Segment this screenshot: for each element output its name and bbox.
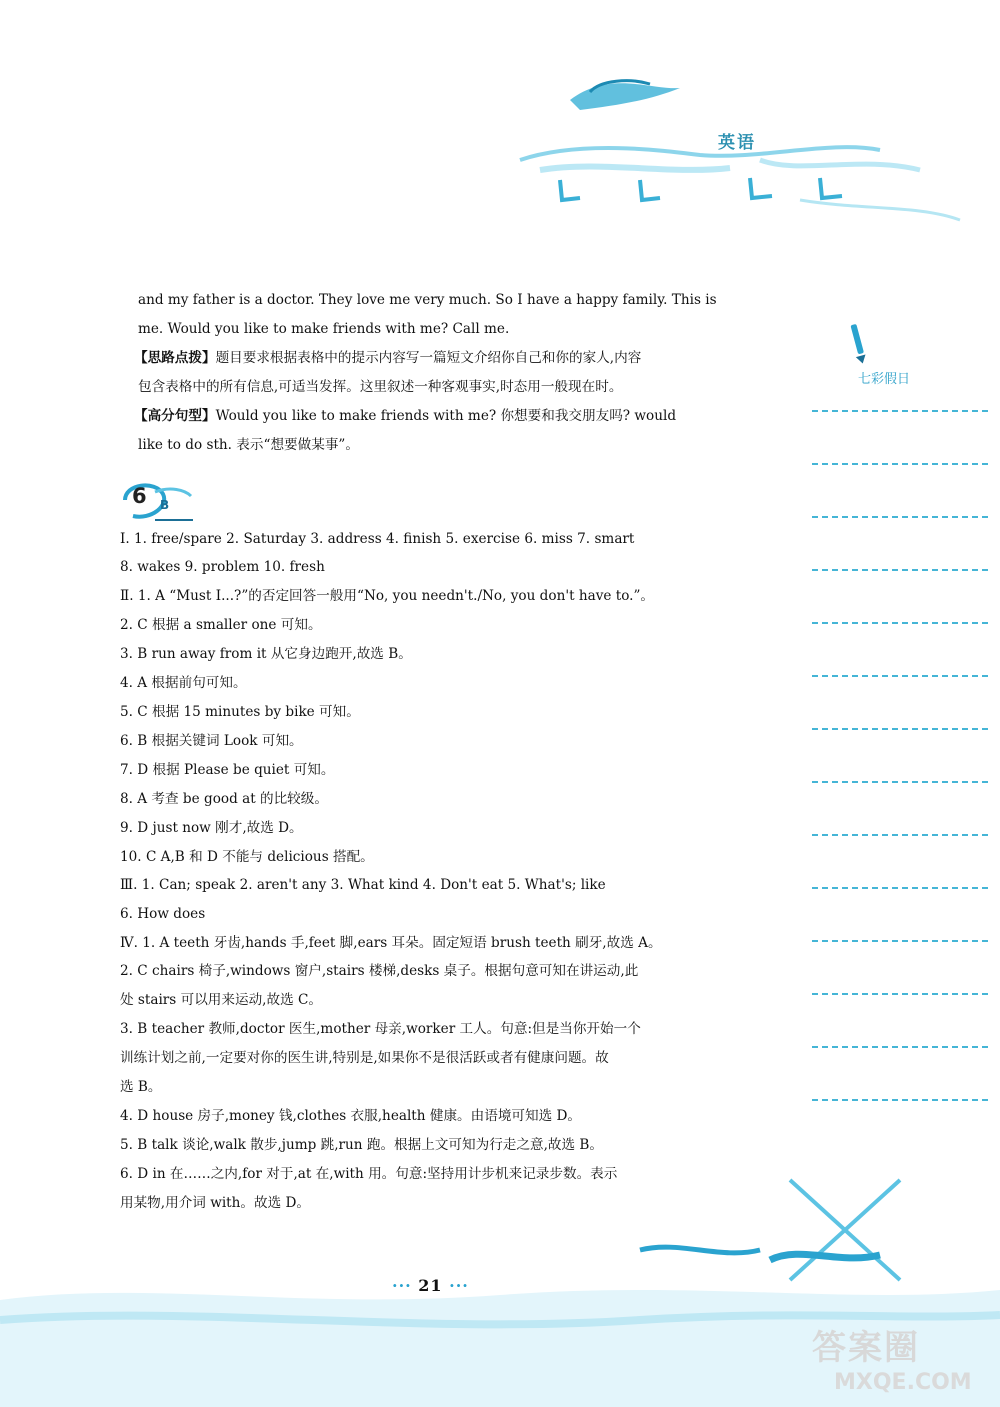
- answer-line: 8. A 考查 be good at 的比较级。: [120, 791, 328, 807]
- answer-line: 处 stairs 可以用来运动,故选 C。: [120, 992, 322, 1008]
- key-sentence-paragraph: [134, 406, 676, 426]
- answer-line: 6. D in 在……之内,for 对于,at 在,with 用。句意:坚持用计步机来记录步数。表示: [120, 1166, 618, 1182]
- answer-line: 5. B talk 谈论,walk 散步,jump 跳,run 跑。根据上文可知为行走之意,故选 B。: [120, 1137, 603, 1153]
- tip-text: 包含表格中的所有信息,可适当发挥。这里叙述一种客观事实,时态用一般现在时。: [138, 379, 623, 395]
- page-number: [392, 1276, 469, 1295]
- answer-line: 训练计划之前,一定要对你的医生讲,特别是,如果你不是很活跃或者有健康问题。故: [120, 1050, 609, 1066]
- pencil-icon: [838, 322, 878, 366]
- key-sentence-text: Would you like to make friends with me? 你想要和我交朋友吗? would: [215, 408, 677, 424]
- note-line: [812, 781, 988, 783]
- intro-line: and my father is a doctor. They love me very much. So I have a happy family. This is: [138, 292, 717, 308]
- answer-line: 3. B teacher 教师,doctor 医生,mother 母亲,worker 工人。句意:但是当你开始一个: [120, 1021, 641, 1037]
- answer-line: 9. D just now 刚才,故选 D。: [120, 820, 303, 836]
- tip-text: 题目要求根据表格中的提示内容写一篇短文介绍你自己和你的家人,内容: [215, 350, 642, 366]
- sidebar-label: 七彩假日: [858, 372, 911, 387]
- note-line: [812, 940, 988, 942]
- note-line: [812, 1046, 988, 1048]
- answer-line: 2. C chairs 椅子,windows 窗户,stairs 楼梯,desks 桌子。根据句意可知在讲运动,此: [120, 963, 639, 979]
- answer-line: Ⅳ. 1. A teeth 牙齿,hands 手,feet 脚,ears 耳朵。固定短语 brush teeth 刷牙,故选 A。: [120, 935, 662, 951]
- tip-paragraph: [134, 348, 641, 368]
- answer-line: 2. C 根据 a smaller one 可知。: [120, 617, 322, 633]
- note-line: [812, 463, 988, 465]
- note-line: [812, 728, 988, 730]
- note-line: [812, 675, 988, 677]
- answer-line: 6. B 根据关键词 Look 可知。: [120, 733, 303, 749]
- note-line: [812, 993, 988, 995]
- watermark-logo: 答案圈: [812, 1328, 920, 1368]
- answer-line: Ⅱ. 1. A “Must I...?”的否定回答一般用“No, you needn't./No, you don't have to.”。: [120, 588, 655, 604]
- answer-line: 8. wakes 9. problem 10. fresh: [120, 559, 325, 575]
- tip-tag: 【思路点拨】: [134, 350, 216, 366]
- section-number: 6: [132, 484, 147, 508]
- answer-line: 4. A 根据前句可知。: [120, 675, 247, 691]
- page-dots-left: ···: [392, 1276, 412, 1295]
- answer-line: 10. C A,B 和 D 不能与 delicious 搭配。: [120, 849, 374, 865]
- note-line: [812, 887, 988, 889]
- answer-line: Ⅰ. 1. free/spare 2. Saturday 3. address 4. finish 5. exercise 6. miss 7. smart: [120, 531, 635, 547]
- answer-line: 7. D 根据 Please be quiet 可知。: [120, 762, 335, 778]
- answer-line: 用某物,用介词 with。故选 D。: [120, 1195, 310, 1211]
- page-number-value: 21: [418, 1276, 443, 1295]
- note-line: [812, 1099, 988, 1101]
- answer-line: 4. D house 房子,money 钱,clothes 衣服,health 健康。由语境可知选 D。: [120, 1108, 582, 1124]
- page-dots-right: ···: [449, 1276, 469, 1295]
- key-sentence-tag: 【高分句型】: [134, 408, 216, 424]
- subject-title: 英语: [718, 133, 756, 153]
- answer-line: 5. C 根据 15 minutes by bike 可知。: [120, 704, 360, 720]
- note-line: [812, 569, 988, 571]
- section-letter: B: [160, 498, 170, 512]
- answer-line: 选 B。: [120, 1079, 162, 1095]
- section-badge-decoration: [115, 476, 195, 524]
- watermark-url: MXQE.COM: [834, 1370, 972, 1395]
- answer-line: 6. How does: [120, 906, 206, 922]
- note-line: [812, 834, 988, 836]
- intro-line: me. Would you like to make friends with me? Call me.: [138, 321, 510, 337]
- key-sentence-text: like to do sth. 表示“想要做某事”。: [138, 437, 359, 453]
- answer-line: 3. B run away from it 从它身边跑开,故选 B。: [120, 646, 412, 662]
- note-line: [812, 516, 988, 518]
- answer-line: Ⅲ. 1. Can; speak 2. aren't any 3. What kind 4. Don't eat 5. What's; like: [120, 877, 606, 893]
- note-line: [812, 410, 988, 412]
- note-line: [812, 622, 988, 624]
